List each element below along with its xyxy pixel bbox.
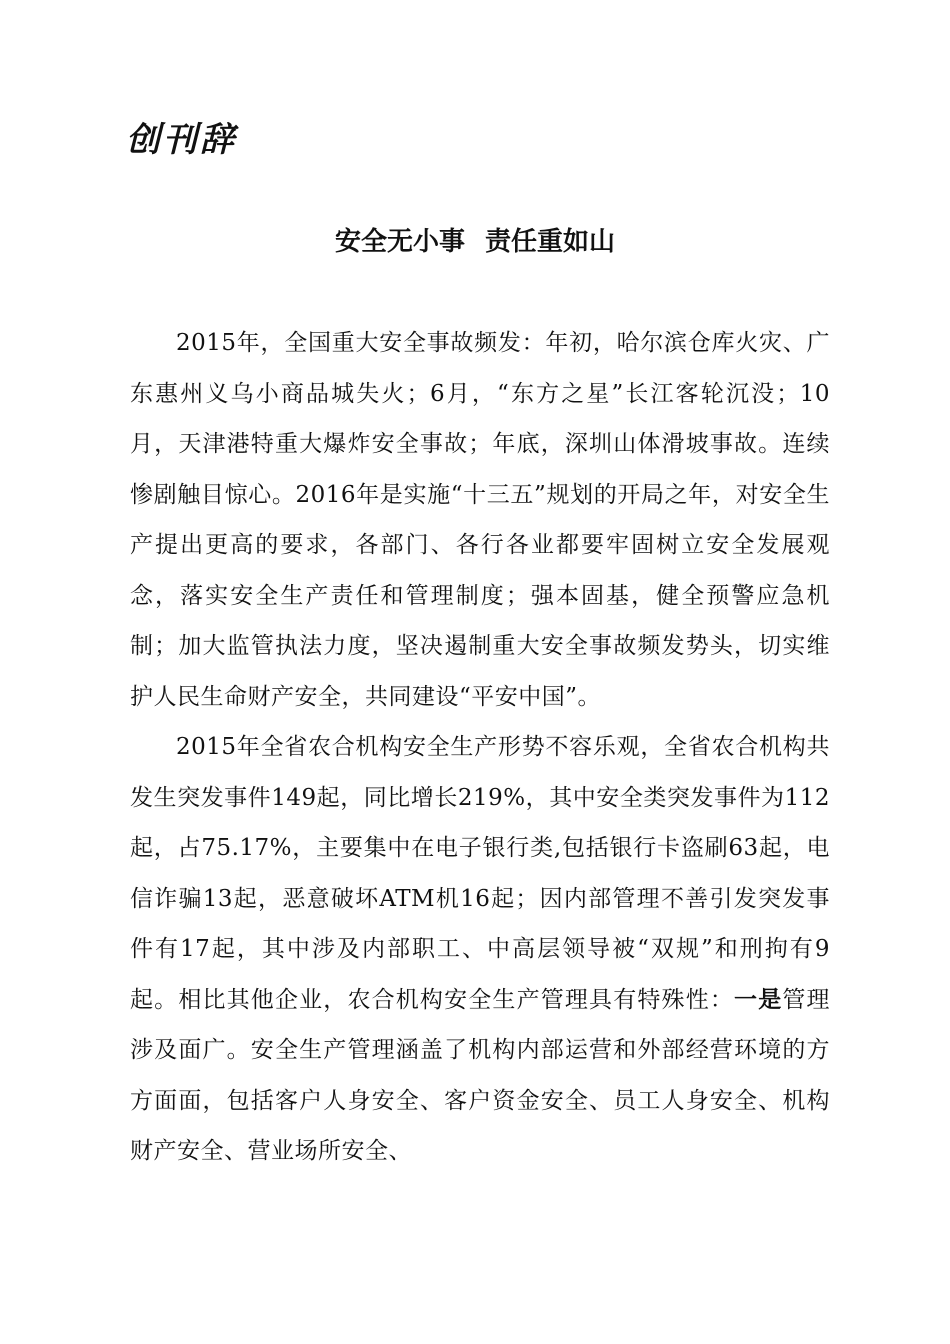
article-body <box>130 318 830 1177</box>
section-label: 创刊辞 <box>126 120 237 160</box>
article-title-part1: 安全无小事 <box>334 227 465 257</box>
paragraph-2-emphasis: 一是 <box>734 986 783 1013</box>
paragraph-2 <box>130 722 830 1177</box>
paragraph-2-text-b: 管理涉及面广。安全生产管理涵盖了机构内部运营和外部经营环境的方方面面，包括客户人身安全、客户资金安全、员工人身安全、机构财产安全、营业场所安全、 <box>130 986 831 1164</box>
article-title-part2: 责任重如山 <box>485 227 616 257</box>
paragraph-1: 2015年，全国重大安全事故频发：年初，哈尔滨仓库火灾、广东惠州义乌小商品城失火；6月，“东方之星”长江客轮沉没；10月，天津港特重大爆炸安全事故；年底，深圳山体滑坡事故。连续惨剧触目惊心。2016年是实施“十三五”规划的开局之年，对安全生产提出更高的要求，各部门、各行各业都要牢固树立安全发展观念，落实安全生产责任和管理制度；强本固基，健全预警应急机制；加大监管执法力度，坚决遏制重大安全事故频发势头，切实维护人民生命财产安全，共同建设“平安中国”。 <box>130 330 830 710</box>
paragraph-2-text-a: 2015年全省农合机构安全生产形势不容乐观，全省农合机构共发生突发事件149起，同比增长219%，其中安全类突发事件为112起，占75.17%，主要集中在电子银行类,包括银行卡盗刷63起，电信诈骗13起，恶意破坏ATM机16起；因内部管理不善引发突发事件有17起，其中涉及内部职工、中高层领导被“双规”和刑拘有9起。相比其他企业，农合机构安全生产管理具有特殊性： <box>130 734 830 1013</box>
article-title <box>0 220 950 264</box>
